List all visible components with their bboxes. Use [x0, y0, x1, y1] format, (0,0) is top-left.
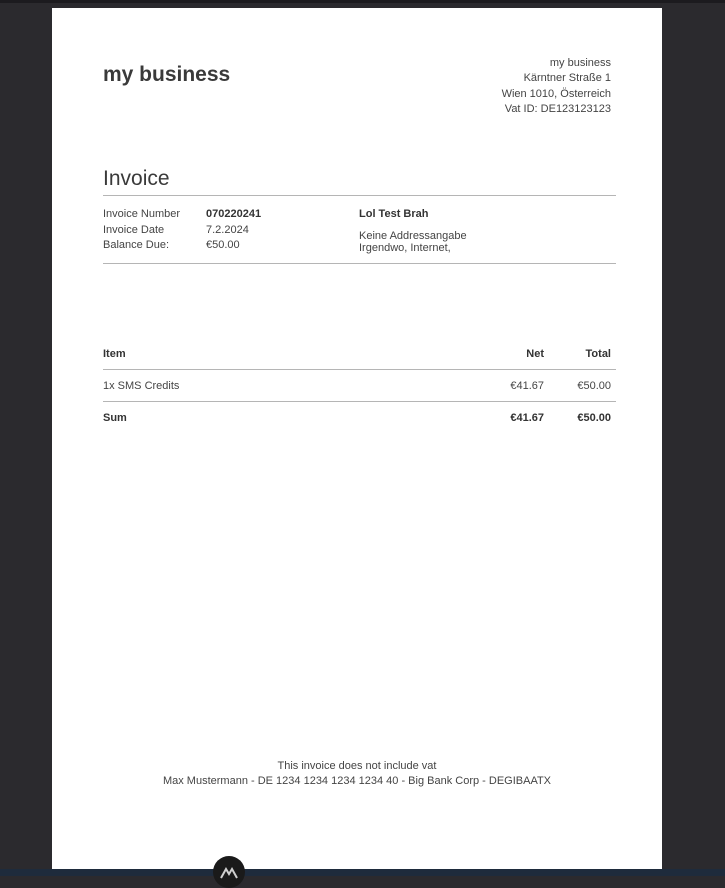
header-net: Net [526, 347, 544, 360]
business-address-line: my business [549, 57, 611, 69]
balance-due-value: €50.00 [206, 239, 240, 251]
invoice-number-label: Invoice Number [103, 208, 181, 220]
business-address-line: Kärntner Straße 1 [523, 72, 611, 85]
balance-due-label: Balance Due: [103, 239, 170, 251]
invoice-number-row [103, 207, 261, 223]
items-table [103, 338, 616, 433]
sum-row [103, 401, 616, 433]
meta-divider [103, 263, 616, 264]
business-address [502, 56, 611, 117]
table-row [103, 369, 616, 401]
row-net: €41.67 [510, 379, 544, 392]
window-top-edge [0, 0, 725, 3]
header-item: Item [103, 347, 126, 360]
bank-details: Max Mustermann - DE 1234 1234 1234 1234 40 - Big Bank Corp - DEGIBAATX [162, 775, 552, 787]
sum-total: €50.00 [577, 411, 611, 424]
title-divider [103, 195, 616, 196]
row-item: 1x SMS Credits [103, 379, 180, 392]
client-address-line: Keine Addressangabe [359, 229, 467, 242]
invoice-title: Invoice [103, 167, 170, 190]
business-vat-id: Vat ID: DE123123123 [504, 102, 611, 115]
balance-due-row [103, 238, 261, 254]
business-name: my business [103, 63, 231, 86]
client-address-line: Irgendwo, Internet, [359, 241, 451, 254]
mountain-logo-icon [219, 865, 239, 879]
invoice-date-label: Invoice Date [103, 223, 165, 236]
row-total: €50.00 [577, 379, 611, 392]
client-block [359, 207, 467, 254]
header-total: Total [585, 347, 611, 360]
invoice-meta [103, 207, 261, 254]
sum-label: Sum [103, 411, 127, 424]
invoice-date-value: 7.2.2024 [206, 223, 249, 236]
client-name: Lol Test Brah [359, 208, 429, 220]
table-header [103, 338, 616, 369]
business-address-line: Wien 1010, Österreich [501, 87, 611, 100]
sum-net: €41.67 [510, 411, 544, 424]
app-launcher-button[interactable] [213, 856, 245, 888]
vat-note: This invoice does not include vat [277, 760, 437, 772]
client-address [359, 230, 467, 254]
invoice-number-value: 070220241 [206, 208, 262, 220]
bottom-bar [0, 869, 725, 876]
invoice-date-row [103, 223, 261, 239]
invoice-footer [52, 759, 662, 789]
invoice-page [52, 8, 662, 869]
